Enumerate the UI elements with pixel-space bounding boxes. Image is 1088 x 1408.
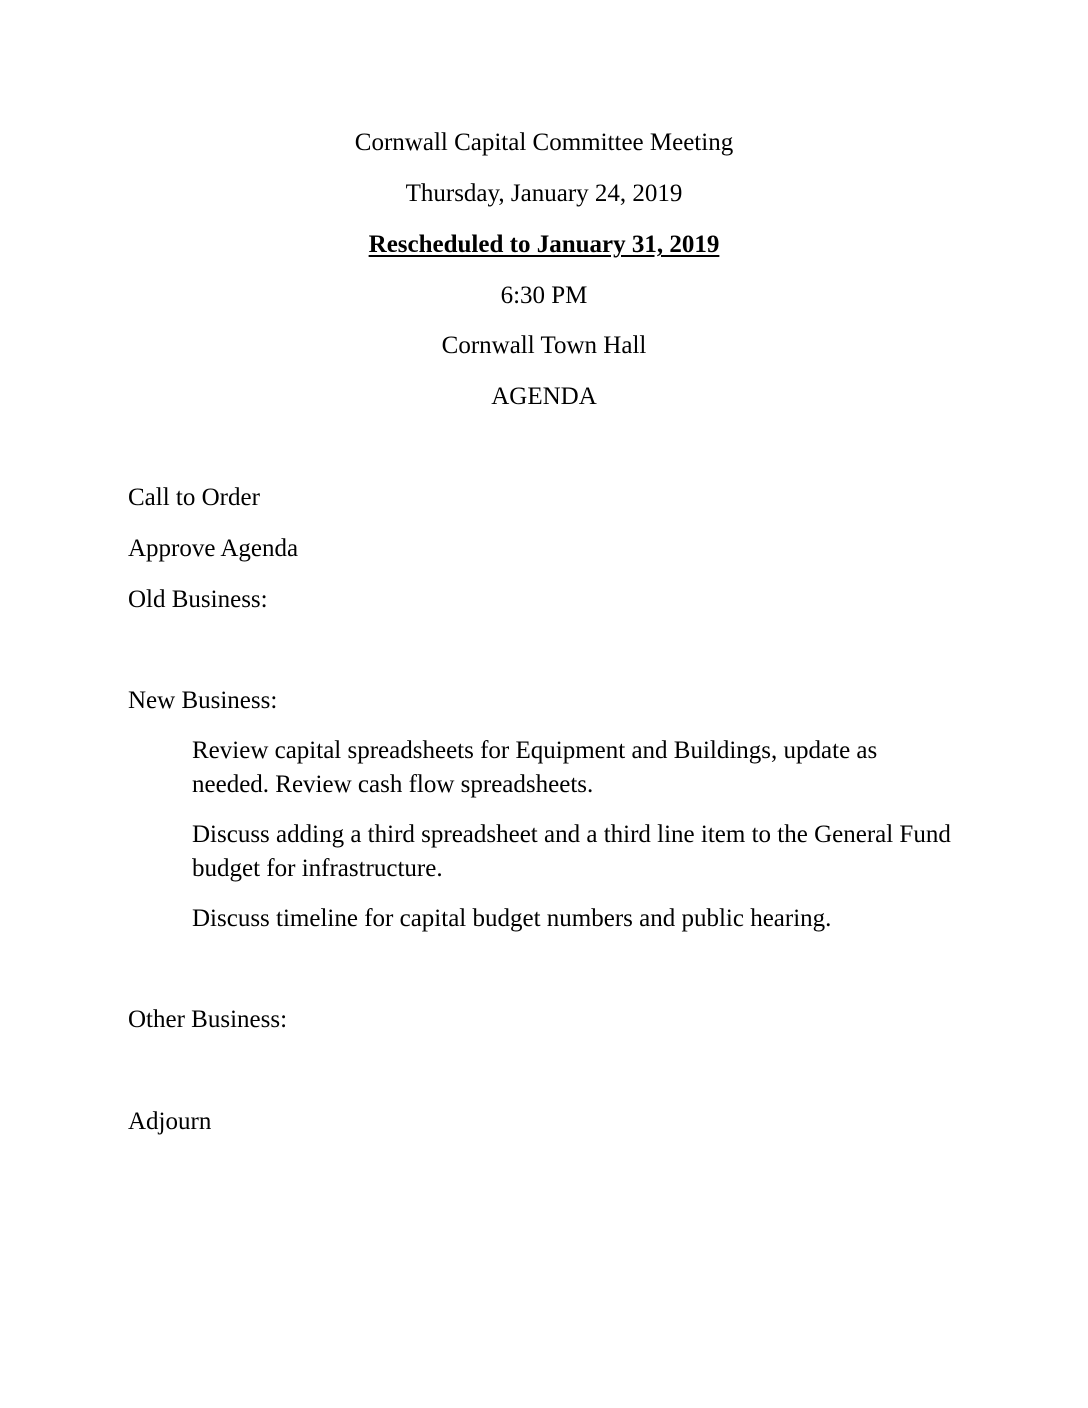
rescheduled-notice: Rescheduled to January 31, 2019 bbox=[368, 231, 720, 258]
agenda-item-old-business: Old Business: bbox=[128, 586, 268, 613]
agenda-heading: AGENDA bbox=[491, 383, 597, 410]
new-business-item-1-line-2: needed. Review cash flow spreadsheets. bbox=[192, 771, 594, 798]
new-business-item-1-line-1: Review capital spreadsheets for Equipment and Buildings, update as bbox=[192, 737, 878, 764]
meeting-time: 6:30 PM bbox=[500, 282, 588, 309]
agenda-item-call-to-order: Call to Order bbox=[128, 484, 260, 511]
agenda-item-new-business: New Business: bbox=[128, 687, 278, 714]
agenda-item-approve-agenda: Approve Agenda bbox=[128, 535, 299, 562]
agenda-item-adjourn: Adjourn bbox=[128, 1108, 212, 1135]
meeting-title: Cornwall Capital Committee Meeting bbox=[354, 129, 734, 156]
new-business-item-3: Discuss timeline for capital budget numbers and public hearing. bbox=[192, 905, 832, 932]
agenda-item-other-business: Other Business: bbox=[128, 1006, 288, 1033]
new-business-item-2-line-2: budget for infrastructure. bbox=[192, 855, 443, 882]
meeting-location: Cornwall Town Hall bbox=[441, 332, 647, 359]
new-business-item-2-line-1: Discuss adding a third spreadsheet and a third line item to the General Fund bbox=[192, 821, 951, 848]
meeting-date: Thursday, January 24, 2019 bbox=[405, 180, 683, 207]
